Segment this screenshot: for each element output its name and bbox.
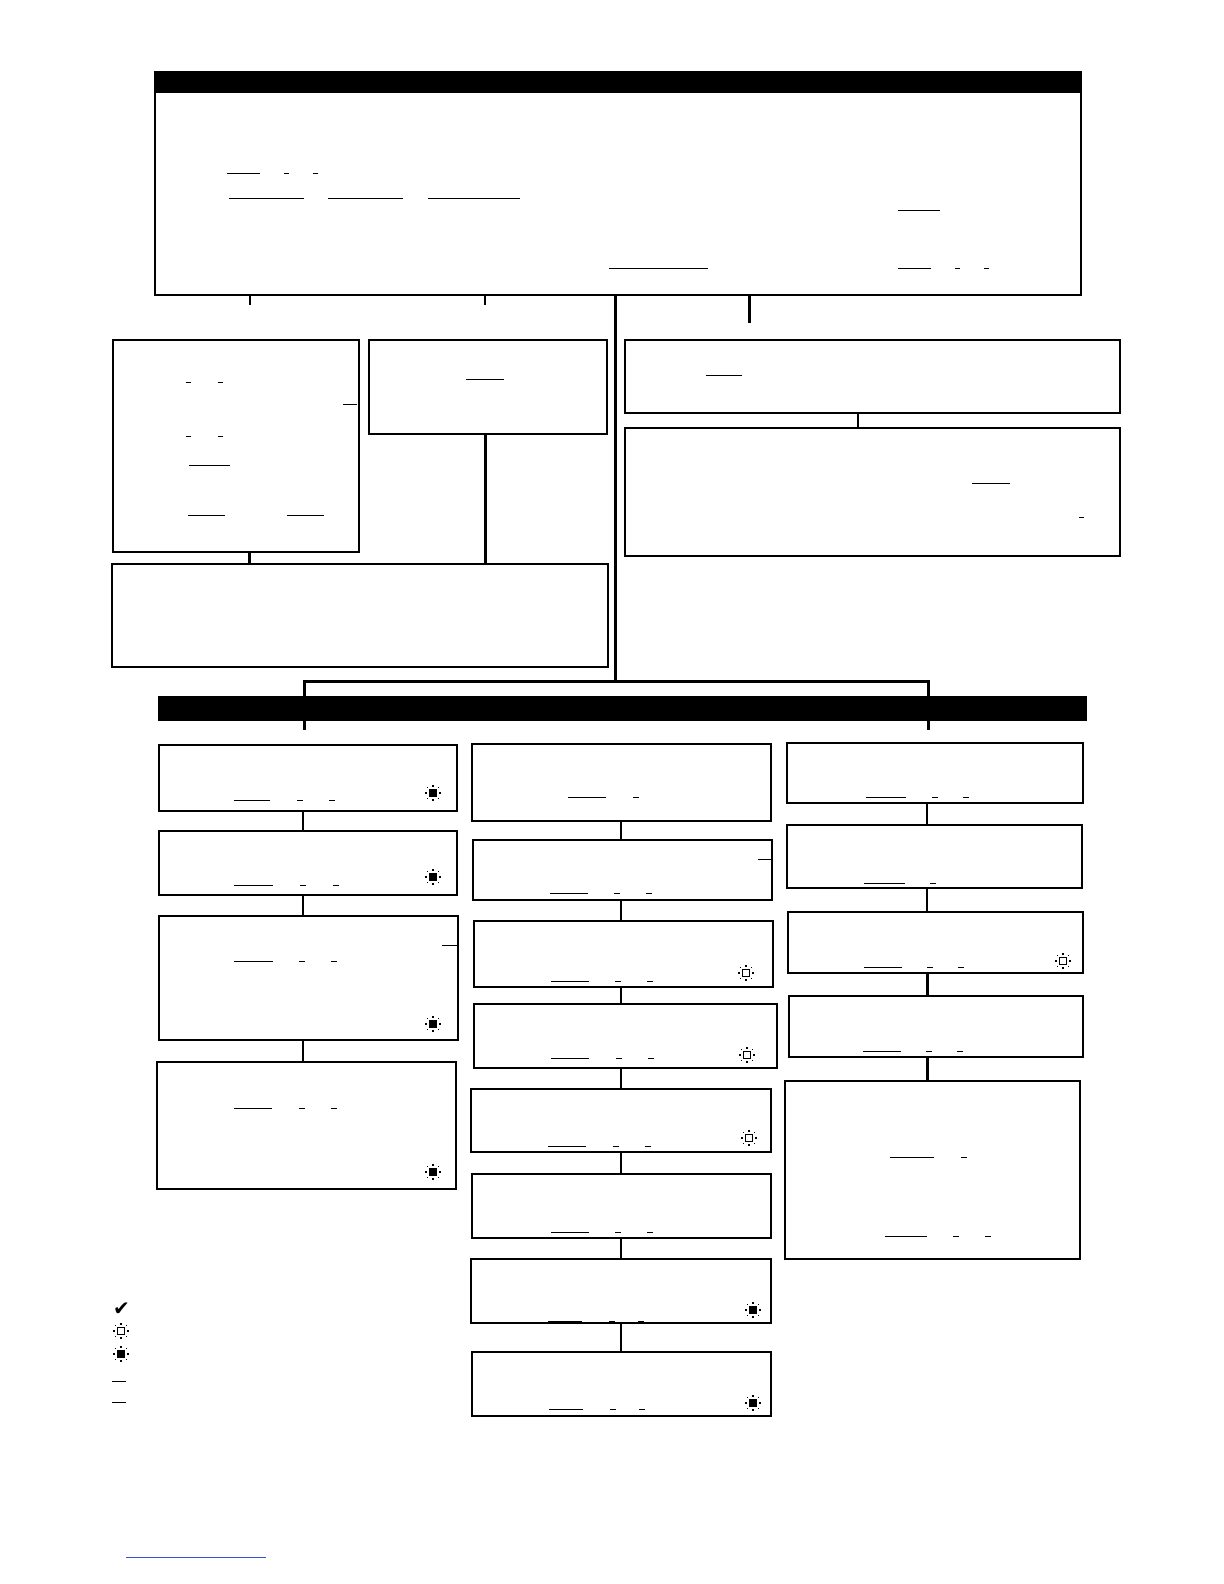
col1-box-1: [158, 744, 458, 812]
underline: [568, 797, 606, 798]
top-overview-box: [154, 93, 1082, 296]
connector: [620, 900, 622, 921]
underline: [648, 1058, 654, 1059]
underline: [958, 967, 964, 968]
col2-box-1: [471, 743, 772, 822]
col1-box-2: [158, 830, 458, 896]
led-ray: [126, 1348, 127, 1349]
connector: [758, 859, 771, 860]
led-ray: [747, 1304, 748, 1305]
middle-upper-box: [368, 339, 608, 435]
led-off-icon: [743, 1132, 755, 1144]
underline: [930, 883, 936, 884]
col3-box-1: [786, 742, 1084, 804]
underline: [299, 961, 305, 962]
underline: [615, 1232, 621, 1233]
led-ray: [741, 1137, 743, 1139]
led-ray: [425, 876, 427, 878]
underline: [548, 1146, 586, 1147]
led-ray: [1068, 955, 1069, 956]
underline: [313, 173, 318, 174]
underline: [297, 800, 303, 801]
led-ray: [438, 871, 439, 872]
underline: [229, 198, 304, 199]
underline: [189, 465, 230, 466]
led-ray: [759, 1309, 761, 1311]
connector: [748, 295, 751, 323]
led-ray: [747, 1408, 748, 1409]
underline: [234, 885, 273, 886]
led-ray: [748, 1130, 750, 1132]
led-ray: [432, 1164, 434, 1166]
underline: [549, 1409, 583, 1410]
led-ray: [425, 792, 427, 794]
underline: [299, 1108, 305, 1109]
underline: [963, 797, 969, 798]
led-on-icon: [115, 1348, 127, 1360]
underline: [890, 1157, 934, 1158]
underline: [864, 967, 902, 968]
led-ray: [751, 967, 752, 968]
underline: [331, 961, 337, 962]
connector: [927, 696, 930, 730]
connector: [620, 987, 622, 1004]
led-ray: [758, 1397, 759, 1398]
led-ray: [752, 972, 754, 974]
underline: [638, 1321, 644, 1322]
led-on-icon: [747, 1397, 759, 1409]
led-ray: [115, 1336, 116, 1337]
led-ray: [427, 1177, 428, 1178]
led-ray: [743, 1132, 744, 1133]
connector: [926, 888, 928, 912]
underline: [898, 210, 940, 211]
led-ray: [120, 1323, 122, 1325]
underline: [616, 1058, 622, 1059]
connector: [926, 1057, 929, 1081]
underline: [331, 1108, 337, 1109]
underline: [1079, 517, 1084, 518]
connector: [620, 1238, 622, 1259]
underline: [955, 268, 960, 269]
led-ray: [746, 1047, 748, 1049]
led-ray: [1057, 966, 1058, 967]
led-ray: [115, 1359, 116, 1360]
led-ray: [120, 1337, 122, 1339]
underline: [186, 382, 191, 383]
underline: [985, 1236, 991, 1237]
led-ray: [758, 1408, 759, 1409]
led-ray: [425, 1171, 427, 1173]
underline: [551, 1232, 589, 1233]
col2-box-8: [471, 1351, 772, 1417]
connector: [302, 811, 304, 831]
underline: [647, 1232, 653, 1233]
led-ray: [752, 1302, 754, 1304]
underline: [550, 893, 588, 894]
led-ray: [740, 967, 741, 968]
underline: [984, 268, 989, 269]
led-ray: [439, 792, 441, 794]
underline: [953, 1236, 959, 1237]
led-ray: [438, 882, 439, 883]
led-ray: [120, 1360, 122, 1362]
led-ray: [432, 869, 434, 871]
led-on-icon: [427, 871, 439, 883]
underline: [932, 797, 938, 798]
led-ray: [115, 1325, 116, 1326]
connector: [926, 973, 929, 996]
led-ray: [747, 1315, 748, 1316]
col2-box-3: [473, 920, 774, 988]
underline: [218, 436, 223, 437]
section-header-bar: [158, 696, 1087, 721]
led-ray: [432, 1016, 434, 1018]
legend-underline: [112, 1381, 126, 1382]
col3-box-5: [784, 1080, 1081, 1260]
underline: [972, 483, 1010, 484]
connector: [303, 680, 930, 683]
led-ray: [1055, 960, 1057, 962]
underline: [234, 1108, 272, 1109]
underline: [284, 173, 289, 174]
led-on-icon: [747, 1304, 759, 1316]
left-wide-box: [111, 563, 609, 668]
led-on-icon: [427, 787, 439, 799]
underline: [646, 893, 652, 894]
led-ray: [427, 798, 428, 799]
connector: [343, 404, 357, 405]
underline: [614, 893, 620, 894]
led-ray: [746, 1061, 748, 1063]
underline: [957, 1051, 963, 1052]
col2-box-5: [470, 1088, 772, 1153]
footer-link-underline[interactable]: [126, 1557, 266, 1558]
underline: [234, 961, 273, 962]
connector: [614, 295, 617, 680]
underline: [898, 268, 931, 269]
underline: [610, 1409, 616, 1410]
led-ray: [113, 1330, 115, 1332]
led-off-icon: [741, 1049, 753, 1061]
led-ray: [745, 979, 747, 981]
led-ray: [743, 1143, 744, 1144]
connector: [620, 1323, 622, 1352]
led-ray: [738, 972, 740, 974]
led-ray: [427, 1018, 428, 1019]
led-ray: [432, 1030, 434, 1032]
connector: [442, 945, 457, 946]
led-ray: [741, 1060, 742, 1061]
col1-box-4: [156, 1061, 457, 1190]
led-ray: [753, 1054, 755, 1056]
led-ray: [759, 1402, 761, 1404]
underline: [615, 981, 621, 982]
led-ray: [427, 882, 428, 883]
col2-box-6: [471, 1173, 772, 1239]
underline: [329, 800, 335, 801]
led-ray: [427, 871, 428, 872]
underline: [234, 800, 270, 801]
col3-box-2: [786, 824, 1083, 889]
underline: [864, 883, 905, 884]
connector: [249, 295, 251, 305]
led-off-icon: [1057, 955, 1069, 967]
underline: [633, 797, 639, 798]
col3-box-4: [788, 995, 1084, 1058]
led-ray: [438, 1166, 439, 1167]
led-ray: [745, 1402, 747, 1404]
led-ray: [126, 1336, 127, 1337]
led-ray: [740, 978, 741, 979]
led-ray: [758, 1315, 759, 1316]
connector: [302, 1040, 304, 1062]
connector: [620, 1068, 622, 1089]
underline: [188, 515, 225, 516]
underline: [287, 515, 324, 516]
led-ray: [752, 1395, 754, 1397]
underline: [645, 1146, 651, 1147]
led-ray: [438, 787, 439, 788]
led-ray: [113, 1353, 115, 1355]
led-ray: [126, 1359, 127, 1360]
led-ray: [754, 1143, 755, 1144]
led-ray: [432, 799, 434, 801]
led-ray: [752, 1060, 753, 1061]
led-off-icon: [115, 1325, 127, 1337]
underline: [551, 981, 589, 982]
underline: [863, 1051, 901, 1052]
led-ray: [432, 1178, 434, 1180]
underline: [613, 1146, 619, 1147]
led-on-icon: [427, 1166, 439, 1178]
underline: [300, 885, 306, 886]
led-ray: [127, 1353, 129, 1355]
underline: [961, 1157, 967, 1158]
led-ray: [748, 1144, 750, 1146]
led-ray: [427, 1029, 428, 1030]
connector: [484, 295, 486, 305]
led-ray: [752, 1316, 754, 1318]
underline: [885, 1236, 927, 1237]
connector: [857, 413, 859, 428]
left-upper-box: [112, 339, 360, 553]
underline: [333, 885, 339, 886]
check-icon: ✔: [113, 1296, 130, 1320]
led-ray: [127, 1330, 129, 1332]
led-ray: [439, 876, 441, 878]
led-ray: [758, 1304, 759, 1305]
col2-box-2: [472, 839, 773, 901]
underline: [466, 379, 504, 380]
underline: [927, 967, 933, 968]
col1-box-3: [158, 915, 459, 1041]
underline: [551, 1058, 589, 1059]
led-ray: [427, 787, 428, 788]
led-ray: [1062, 967, 1064, 969]
led-ray: [751, 978, 752, 979]
connector: [302, 895, 304, 915]
led-ray: [752, 1409, 754, 1411]
led-ray: [745, 1309, 747, 1311]
col2-box-7: [470, 1258, 772, 1324]
led-ray: [432, 785, 434, 787]
led-ray: [754, 1132, 755, 1133]
led-ray: [439, 1023, 441, 1025]
led-ray: [1062, 953, 1064, 955]
col2-box-4: [473, 1003, 778, 1069]
led-ray: [115, 1348, 116, 1349]
connector: [620, 1152, 622, 1174]
led-ray: [747, 1397, 748, 1398]
connector: [926, 803, 928, 825]
col3-box-3: [787, 911, 1084, 974]
underline: [548, 1321, 582, 1322]
connector: [484, 434, 487, 564]
underline: [926, 1051, 932, 1052]
underline: [639, 1409, 645, 1410]
underline: [186, 436, 191, 437]
underline: [609, 1321, 615, 1322]
underline: [609, 268, 708, 269]
led-ray: [1069, 960, 1071, 962]
right-lower-box: [624, 427, 1121, 557]
led-ray: [438, 1177, 439, 1178]
led-ray: [745, 965, 747, 967]
led-ray: [741, 1049, 742, 1050]
led-ray: [438, 1018, 439, 1019]
led-ray: [438, 798, 439, 799]
led-ray: [120, 1346, 122, 1348]
led-ray: [126, 1325, 127, 1326]
connector: [620, 821, 622, 840]
underline: [227, 173, 260, 174]
underline: [647, 981, 653, 982]
underline: [866, 797, 906, 798]
led-ray: [438, 1029, 439, 1030]
underline: [218, 382, 223, 383]
led-ray: [432, 883, 434, 885]
led-ray: [439, 1171, 441, 1173]
led-ray: [755, 1137, 757, 1139]
underline: [428, 198, 520, 199]
right-upper-box: [624, 339, 1121, 414]
legend-underline: [112, 1402, 126, 1403]
led-off-icon: [740, 967, 752, 979]
underline: [706, 375, 742, 376]
led-ray: [427, 1166, 428, 1167]
connector: [303, 696, 306, 730]
led-ray: [1057, 955, 1058, 956]
led-on-icon: [427, 1018, 439, 1030]
led-ray: [1068, 966, 1069, 967]
led-ray: [425, 1023, 427, 1025]
underline: [328, 198, 403, 199]
led-ray: [739, 1054, 741, 1056]
led-ray: [752, 1049, 753, 1050]
